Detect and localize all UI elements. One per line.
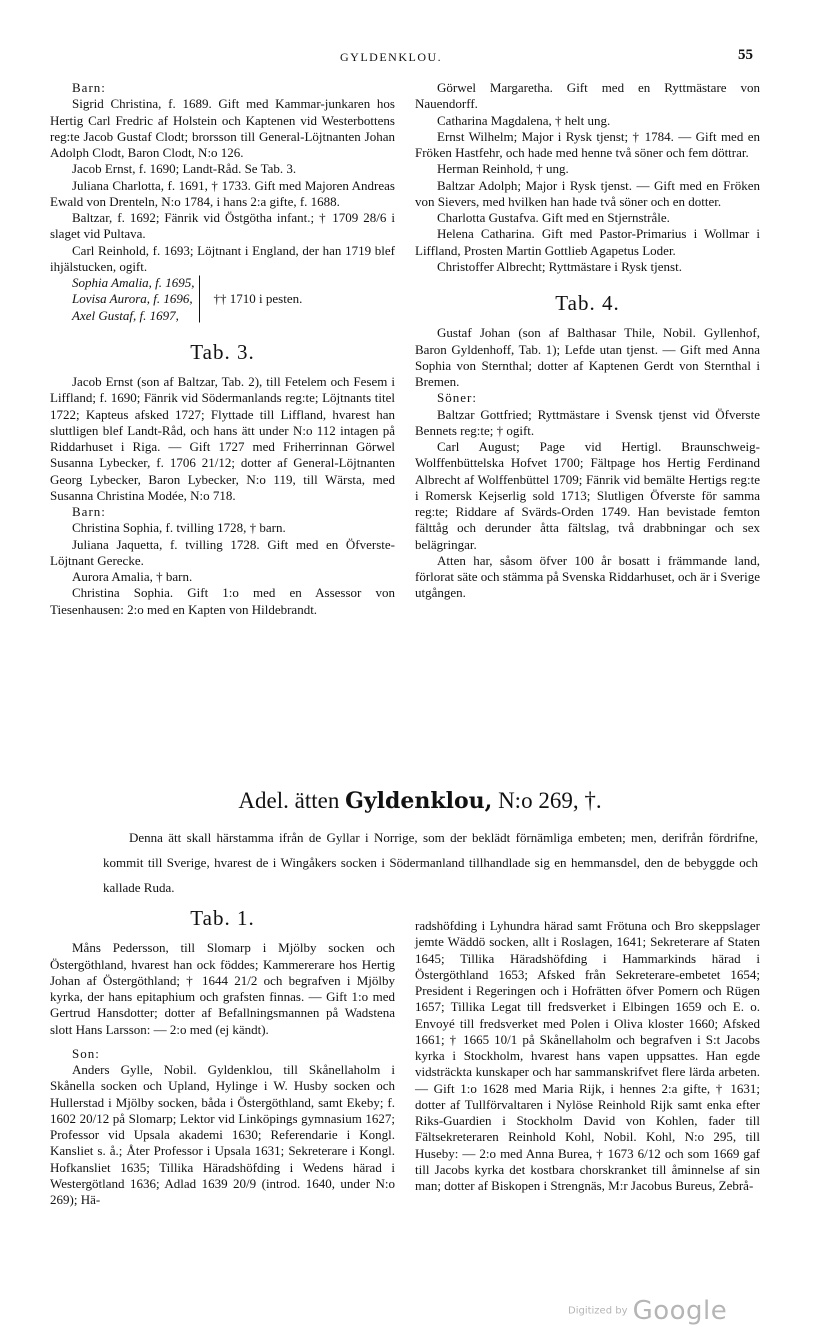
entry-carl-reinhold: Carl Reinhold, f. 1693; Löjtnant i England, der han 1719 blef ihjälstucken, ogift.	[50, 242, 395, 274]
continued-entry-anders: radshöfding i Lyhundra härad samt Frötuna och Bro skeppslager jemte Wäddö socken, allt i Roslagen, 1641; Sekreterare af Staten 1645; Tillika Häradshöfding i Hammarkinds härad i Östergöthland 1653; Afsked från Sekreterare-embetet 1654; President i Regeringen och i Hofrätten öfver Pomern och Rügen 1657; Tillika Legat till fredsverket i Elbingen 1659 och E. o. Envoyé till fredsverket med Polen i Oliva kloster 1660; Afsked 1661; † 1665 10/1 på Skånellaholm och begrafven i S:t Jacobs kyrka i Stockholm, hvarest hans vapen uppsattes. Han egde vidsträckta kunskaper och har sammanskrifvet flere lärda arbeten. — Gift 1:o 1628 med Maria Rijk, i hennes 2:a gifte, † 1631; dotter af Tullförvaltaren i Nylöse Reinhold Rijk samt enka efter Riks-Guardien i Stockholm David von Kohlen, fader till Fältsekreteraren Reinhold Kohl, Nobil. Kohl, N:o 295, till Huseby: — 2:o med Anna Burea, † 1673 6/12 och som 1669 gaf till Jacobs kyrka det kostbara chorskranket till åminnelse af sin man; dotter af Biskopen i Strengnäs, M:r Jacobus Bureus, Zebrå-	[415, 918, 760, 1193]
entry-helena: Helena Catharina. Gift med Pastor-Primarius i Wollmar i Liffland, Prosten Martin Gottlieb Agapetus Loder.	[415, 226, 760, 258]
top-right-column	[415, 80, 760, 602]
brace-name: Sophia Amalia, f. 1695,	[72, 275, 195, 290]
google-logo: Google	[632, 1296, 728, 1326]
entry-charlotta: Charlotta Gustafva. Gift med en Stjernstråle.	[437, 210, 670, 225]
tab4-soner-label: Söner:	[437, 390, 477, 406]
tab1-son-label: Son:	[72, 1045, 100, 1061]
running-title: GYLDENKLOU.	[340, 50, 443, 64]
entry-jacob-ernst: Jacob Ernst, f. 1690; Landt-Råd. Se Tab. 3.	[72, 161, 297, 177]
title-suffix: N:o 269, †.	[498, 788, 602, 813]
family-intro: Denna ätt skall härstamma ifrån de Gyllar i Norrige, som der beklädt förnämliga embeten; men, derifrån fördrifne, kommit till Sverige, hvarest de i Wingåkers socken i Södermanland tillhandlade sig en hemmansdel, den de bebyggde och kallade Ruda.	[103, 830, 758, 895]
entry-gorwel: Görwel Margaretha. Gift med en Ryttmästare von Nauendorff.	[415, 80, 760, 112]
bottom-right-column	[415, 918, 760, 1194]
tab3-entry-juliana: Juliana Jaquetta, f. tvilling 1728. Gift med en Öfverste-Löjtnant Gerecke.	[50, 536, 395, 568]
entry-baltzar-adolph: Baltzar Adolph; Major i Rysk tjenst. — Gift med en Fröken von Sievers, med hvilken han hade två söner och en dotter.	[415, 177, 760, 209]
sibling-brace-group	[72, 275, 395, 324]
brace-bracket	[199, 275, 208, 323]
tab1-entry-anders: Anders Gylle, Nobil. Gyldenklou, till Skånellaholm i Skånella socken och Upland, Hylinge i W. Husby socken och Hullerstad i Mjölby socken, båda i Östergöthland, samt Ekeby; f. 1602 20/12 på Slomarp; Lektor vid Linköpings gymnasium 1627; Professor vid Upsala akademi 1630; Referendarie i Kongl. Kansliet s. å.; Åter Professor i Upsala 1631; Sekreterare i Kongl. Hofkansliet 1635; Tillika Häradshöfding i Wedens härad i Westergötland 1636; Adlad 1639 20/9 (introd. 1640, under N:o 269); Hä-	[50, 1062, 395, 1207]
brace-note: †† 1710 i pesten.	[213, 291, 303, 307]
entry-baltzar: Baltzar, f. 1692; Fänrik vid Östgötha infant.; † 1709 28/6 i slaget vid Pultava.	[50, 210, 395, 242]
tab1-entry-mans: Måns Pedersson, till Slomarp i Mjölby socken och Östergöthland, hvarest han ock föddes; Kammererare hos Hertig Johan af Östergöthland; † 1644 21/2 och begrafven i Mjölby kyrka, der hans epitaphium och grafsten finnas. — Gift 1:o med Gertrud Hansdotter; dotter af Befallningsmannen på Wadstena slott Hans Larsson: — 2:o med (ej kändt).	[50, 940, 395, 1037]
tab4-entry-baltzar-gottfried: Baltzar Gottfried; Ryttmästare i Svensk tjenst vid Öfverste Bennets reg:te; † ogift.	[415, 406, 760, 438]
entry-ernst-wilhelm: Ernst Wilhelm; Major i Rysk tjenst; † 1784. — Gift med en Fröken Hastfehr, och hade med henne två söner och fem döttrar.	[415, 128, 760, 160]
entry-sigrid: Sigrid Christina, f. 1689. Gift med Kammar-junkaren hos Hertig Carl Fredric af Holstein och Kaptenen vid Westerbottens reg:te Jacob Gustaf Clodt; brorsson till General-Löjtnanten Johan Adolph Clodt, Baron Clodt, N:o 126.	[50, 96, 395, 160]
stamp-small: Digitized by	[568, 1305, 628, 1317]
entry-herman: Herman Reinhold, † ung.	[437, 161, 569, 177]
barn-label: Barn:	[72, 80, 106, 95]
tab4-entry-gustaf-johan: Gustaf Johan (son af Balthasar Thile, Nobil. Gyllenhof, Baron Gyldenhoff, Tab. 1); Lefde utan tjenst. — Gift med Anna Sophia von Sternthal; dotter af Kaptenen Gerdt von Sternthal i Bremen.	[415, 325, 760, 389]
bottom-left-column	[50, 900, 395, 1208]
brace-name: Lovisa Aurora, f. 1696,	[72, 291, 193, 307]
tab3-entry-jacob-ernst: Jacob Ernst (son af Baltzar, Tab. 2), till Fetelem och Fesem i Liffland; f. 1690; Fänrik vid Södermanlands reg:te; Löjtnants titel 1722; Kapteus afsked 1727; Flyttade till Liffland, hvarest han sluttligen blef Landt-Råd, och hans ätt under N:o 112 intagen på Riddarhuset i Riga. — Gift 1727 med Friherrinnan Görwel Susanna Lybecker, f. 1706 21/12; dotter af General-Löjtnanten Georg Lybecker, Baron Lybecker, N:o 119, till Wärsta, med Susanna Christina Modée, N:o 718.	[50, 374, 395, 503]
running-head	[0, 47, 840, 72]
entry-christoffer: Christoffer Albrecht; Ryttmästare i Rysk tjenst.	[437, 258, 682, 274]
brace-name: Axel Gustaf, f. 1697,	[72, 307, 179, 323]
entry-juliana: Juliana Charlotta, f. 1691, † 1733. Gift med Majoren Andreas Ewald von Drenteln, N:o 1784, i hans 2:a gifte, f. 1688.	[50, 177, 395, 209]
tab3-entry-christina-sophia: Christina Sophia. Gift 1:o med en Assessor von Tiesenhausen: 2:o med en Kapten von Hildebrandt.	[50, 585, 395, 617]
tab4-note: Atten har, såsom öfver 100 år bosatt i främmande land, förlorat säte och stämma på Svenska Riddarhuset, och är i Sverige utgången.	[415, 552, 760, 601]
title-prefix: Adel. ätten	[238, 788, 340, 813]
top-left-column	[50, 80, 395, 618]
tab3-heading: Tab. 3.	[190, 339, 255, 364]
brace-names	[72, 275, 195, 324]
entry-catharina: Catharina Magdalena, † helt ung.	[437, 112, 611, 128]
family-title	[0, 788, 840, 814]
title-name: Gyldenklou,	[345, 788, 493, 814]
tab3-entry-aurora: Aurora Amalia, † barn.	[72, 569, 193, 584]
tab4-entry-carl-august: Carl August; Page vid Hertigl. Braunschweig-Wolffenbüttelska Hofvet 1700; Fältpage hos Hertig Ferdinand Albrecht af Wolffenbüttel 1709; Fänrik vid bemälte Hertigs reg:te i Romersk Kejserlig sold 1713; Slutligen Öfverste för samma reg:te; Riddare af Svärds-Orden 1749. Han bevistade femton fälttåg och derunder åtta fältslag, två drabbningar och sex belägringar.	[415, 439, 760, 552]
page-number: 55	[738, 47, 753, 63]
digitized-stamp	[568, 1296, 727, 1326]
tab3-entry-christina: Christina Sophia, f. tvilling 1728, † barn.	[72, 520, 286, 536]
tab4-heading: Tab. 4.	[555, 291, 620, 315]
tab3-barn-label: Barn:	[72, 504, 106, 519]
tab1-heading: Tab. 1.	[190, 906, 255, 930]
